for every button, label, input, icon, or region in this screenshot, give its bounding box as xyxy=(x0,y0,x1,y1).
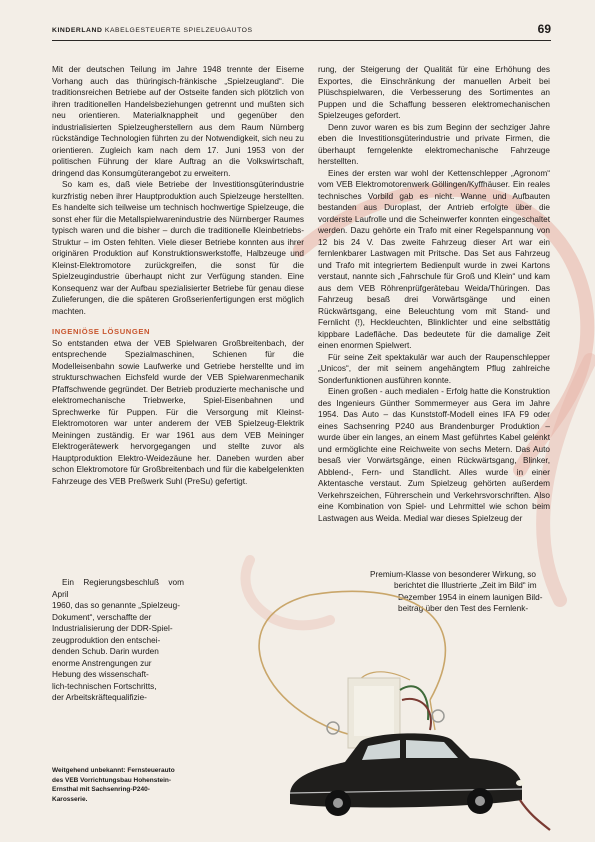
right-column xyxy=(318,64,550,524)
left-flow-paragraph xyxy=(52,577,184,704)
body-paragraph: So entstanden etwa der VEB Spielwaren Großbreitenbach, der entsprechende Spezialmaschinen, Schienen für die Modelleisenbahn sowie Laufwerke und Getriebe herstellte und im strukturschwachen Eichsfeld wurde der VEB Spielwarenmechanik Pfaffschwende gegründet. Der Betrieb produzierte mechanische und elektromechanische Triebwerke, Spiel-Eisenbahnen und Sprechwerke für Puppen. Für die Versorgung mit Kleinst-Elektromotoren war unter anderem der VEB Spielzeug-Elektrik Meiningen zuständig. Er war 1961 aus dem VEB Meininger Elektrogerätewerk hervorgegangen und stellte zuvor als Hauptproduktion Elektro-Weidezäune her. Daneben wurden aber schon Elektromotore für Großbreitenbach und für die kabelgelenkten Fahrzeuge des VEB Preßwerk Suhl (PreSu) gefertigt. xyxy=(52,338,304,486)
body-paragraph: Mit der deutschen Teilung im Jahre 1948 trennte der Eiserne Vorhang auch das thüringisch-fränkische „Spielzeugland“. Die traditionsreichen Betriebe auf der Ostseite fanden sich plötzlich von ihren traditionellen Handelsbeziehungen getrennt und mußten sich neu orientieren. Materialknappheit und gegenüber den industrialisierten Spielzeugherstellern aus dem Raum Nürnberg rückständige Technologien führten zu der Notwendigkeit, sich neu zu orientieren. Zugleich kam nach dem 17. Juni 1953 von der politischen Führung der klare Auftrag an die Volkswirtschaft, dringend das Konsumgüterangebot zu erweitern. xyxy=(52,65,304,178)
left-column xyxy=(52,64,304,487)
flow-line: Industrialisierung der DDR-Spiel- xyxy=(52,624,173,633)
flow-line: enorme Anstrengungen zur xyxy=(52,658,152,668)
body-paragraph: Einen großen - auch medialen - Erfolg hatte die Konstruktion des Ingenieurs Günther Sommermeyer aus Gera im Jahre 1954. Das Auto – das Kunststoff-Modell eines IFA F9 oder eines Sachsenring P240 aus Brandenburger Produktion – wurde über ein langes, an einem Mast geführtes Kabel gelenkt und ermöglichte eine Reichweite von sechs Metern. Das Auto besaß vier Vorwärtsgänge, einen Rückwärtsgang, Blinker, Abblend-, Fern- und Standlicht. Alles wurde in einer Aktentasche verstaut. Zum Spielzeug gehörten außerdem Verkehrszeichen, Führerschein und Verkehrsvorschriften. Also eine Kombination von Spiel- und Lehrmittel wie schon beim Lastwagen aus Weida. Medial war dieses Spielzeug der xyxy=(318,387,550,523)
toy-car-photo xyxy=(230,590,570,840)
body-paragraph: Für seine Zeit spektakulär war auch der Raupenschlepper „Unicos“, der mit seinem angehängtem Pflug zahlreiche Sonderfunktionen ausführen konnte. xyxy=(318,352,550,385)
body-paragraph: So kam es, daß viele Betriebe der Investitionsgüterindustrie kurzfristig neben ihrer Hauptproduktion auch Spielzeuge herstellten. Es handelte sich teilweise um technisch hochwertige Spielzeuge, die sonst eher für die Metallspielwarenindustrie des Nürnberger Raumes typisch waren und die bisher – durch die traditionelle Kleinbetriebs-Struktur – im Osten fehlten. Viele dieser Betriebe konnten aus ihrer originären Produktion auf Konstruktionswerkstoffe, Halbzeuge und Kleinst-Elektromotore zurückgreifen, die sonst für die Spielzeugindustrie überhaupt nicht zur Verfügung standen. Eine Konsequenz war der Aufbau spezialisierter Betriebe für genau diese Zulieferungen, die die späteren Großserienfertigungen erst möglich machten. xyxy=(52,180,304,316)
right-flow-line: beitrag über den Test des Fernlenk- xyxy=(398,604,529,613)
header-rule xyxy=(52,40,551,41)
header-label xyxy=(52,27,253,34)
flow-line: zeugproduktion den entschei- xyxy=(52,635,161,645)
flow-line: der Arbeitskräftequalifizie- xyxy=(52,693,147,702)
right-flow-line: Premium-Klasse von besonderer Wirkung, so xyxy=(370,570,536,579)
running-header xyxy=(52,22,551,40)
flow-line: 1960, das so genannte „Spielzeug- xyxy=(52,601,180,610)
body-paragraph: rung, der Steigerung der Qualität für eine Erhöhung des Exportes, die Einschränkung der manuellen Arbeit bei Plüschspielwaren, die Verbesserung des Sortimentes an Puppen und die Schaffung besseren elektromechanischen Spielzeuges gefordert. xyxy=(318,65,550,120)
header-subtitle: KABELGESTEUERTE SPIELZEUGAUTOS xyxy=(104,27,253,34)
flow-line: Dokument“, verschaffte der xyxy=(52,612,152,622)
body-paragraph: Denn zuvor waren es bis zum Beginn der sechziger Jahre eben die Investitionsgüterindustrie und private Firmen, die überhaupt ferngelenkte elektromechanische Fahrzeuge herstellten. xyxy=(318,122,550,166)
flow-line: Hebung des wissenschaft- xyxy=(52,670,149,679)
flow-line: denden Schub. Darin wurden xyxy=(52,647,159,656)
page-number: 69 xyxy=(537,22,551,36)
header-section: KINDERLAND xyxy=(52,27,103,34)
right-flow-line: Dezember 1954 in einem launigen Bild- xyxy=(398,593,543,602)
flow-line: Ein Regierungsbeschluß vom April xyxy=(52,578,184,599)
right-flow-line: berichtet die Illustrierte „Zeit im Bild“ im xyxy=(394,581,537,590)
photo-caption: Weitgehend unbekannt: Fernsteuerauto des VEB Vorrichtungsbau Hohenstein-Ernsthal mit Sachsenring-P240-Karosserie. xyxy=(52,767,175,803)
body-paragraph: Eines der ersten war wohl der Kettenschlepper „Agronom“ vom VEB Elektromotorenwerk Göllingen/Kyffhäuser. Ein reales technisches Vorbild gab es nicht. Wanne und Aufbauten bestanden aus Duroplast, der Antrieb erfolgte über die vorderste Laufrolle und die Scheinwerfer konnten eingeschaltet werden. Dazu gehörte ein Trafo mit einer Regelspannung von 12 bis 24 V. Das zweite Fahrzeug dieser Art war ein fernlenkbarer Lastwagen mit Pritsche. Das Set aus Fahrzeug und Trafo mit integriertem Bedienpult wurde in zwei Kartons verstaut, nannte sich „Fahrschule für Groß und Klein“ und kam aus dem VEB Röhrenprüfgerätebau Weida/Thüringen. Das Fahrzeug besaß drei Vorwärtsgänge und einen Rückwärtsgang, eine Beleuchtung vom mit Stand- und Fernlicht (!), Heckleuchten, Blinklichter und eine selbsttätig kippbare Ladefläche. Das bedeutete für die damalige Zeit einen enormen Spielwert. xyxy=(318,168,550,350)
flow-line: lich-technischen Fortschritts, xyxy=(52,681,157,691)
section-subheading: INGENIÖSE LÖSUNGEN xyxy=(52,327,151,336)
